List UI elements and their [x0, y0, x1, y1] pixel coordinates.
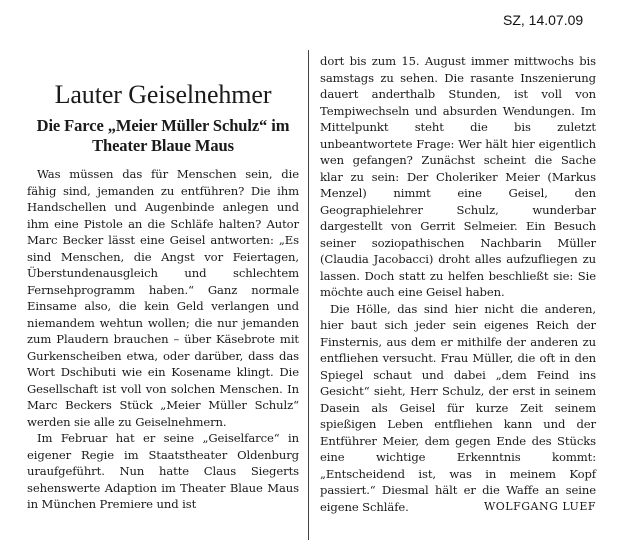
article-left-column: [27, 52, 299, 513]
article-paragraph: Im Februar hat er seine „Geiselfarce“ in eigener Regie im Staatstheater Oldenburg uraufgeführt. Nun hatte Claus Siegerts sehenswerte Adaption im Theater Blaue Maus in München Premiere und ist: [27, 431, 299, 511]
article-subheadline: Die Farce „Meier Müller Schulz“ im Theater Blaue Maus: [36, 116, 290, 155]
article-paragraph: Was müssen das für Menschen sein, die fähig sind, jemanden zu entführen? Die ihm Handschellen und Augenbinde anlegen und ihm eine Pistole an die Schläfe halten? Autor Marc Becker lässt eine Geisel antworten: „Es sind Menschen, die Angst vor Feiertagen, Überstundenausgleich und schlechtem Fernsehprogramm haben.“ Ganz normale Einsame also, die kein Geld verlangen und niemandem wehtun wollen; die nur jemanden zum Plaudern brauchen – über Käsebrote mit Gurkenscheiben etwa, oder darüber, dass das Wort Dschibuti wie ein Kosename klingt. Die Gesellschaft ist voll von solchen Menschen. In Marc Beckers Stück „Meier Müller Schulz“ werden sie alle zu Geiselnehmern.: [27, 167, 299, 429]
article-paragraph-text: Die Hölle, das sind hier nicht die anderen, hier baut sich jeder sein eigenes Reich der Finsternis, aus dem er mithilfe der anderen zu entfliehen versucht. Frau Müller, die oft in den Spiegel schaut und dabei „dem Feind ins Gesicht“ sieht, Herr Schulz, der erst in seinem Dasein als Geisel für kurze Zeit seinem spießigen Leben entfliehen kann und der Entführer Meier, dem gegen Ende des Stücks eine wichtige Erkenntnis kommt: „Entscheidend ist, was in meinem Kopf passiert.“ Diesmal hält er die Waffe an seine eigene Schläfe.: [320, 301, 596, 514]
article-paragraph-continued: dort bis zum 15. August immer mittwochs bis samstags zu sehen. Die rasante Inszenierung dauert anderthalb Stunden, ist voll von Tempiwechseln und absurden Wendungen. Im Mittelpunkt steht die bis zuletzt unbeantwortete Frage: Wer hält hier eigentlich wen gefangen? Zunächst scheint die Sache klar zu sein: Der Choleriker Meier (Markus Menzel) nimmt eine Geisel, den Geographielehrer Schulz, wunderbar dargestellt von Gerrit Selmeier. Ein Besuch seiner soziopathischen Nachbarin Müller (Claudia Jacobacci) droht alles aufzufliegen zu lassen. Doch statt zu helfen beschließt sie: Sie möchte auch eine Geisel haben.: [320, 54, 596, 299]
article-right-column: [320, 53, 596, 515]
article-paragraph: [320, 301, 596, 516]
article-headline: Lauter Geiselnehmer: [54, 80, 272, 109]
source-date-label: SZ, 14.07.09: [503, 12, 584, 28]
article-author: WOLFGANG LUEF: [483, 499, 596, 513]
column-divider: [308, 50, 309, 540]
